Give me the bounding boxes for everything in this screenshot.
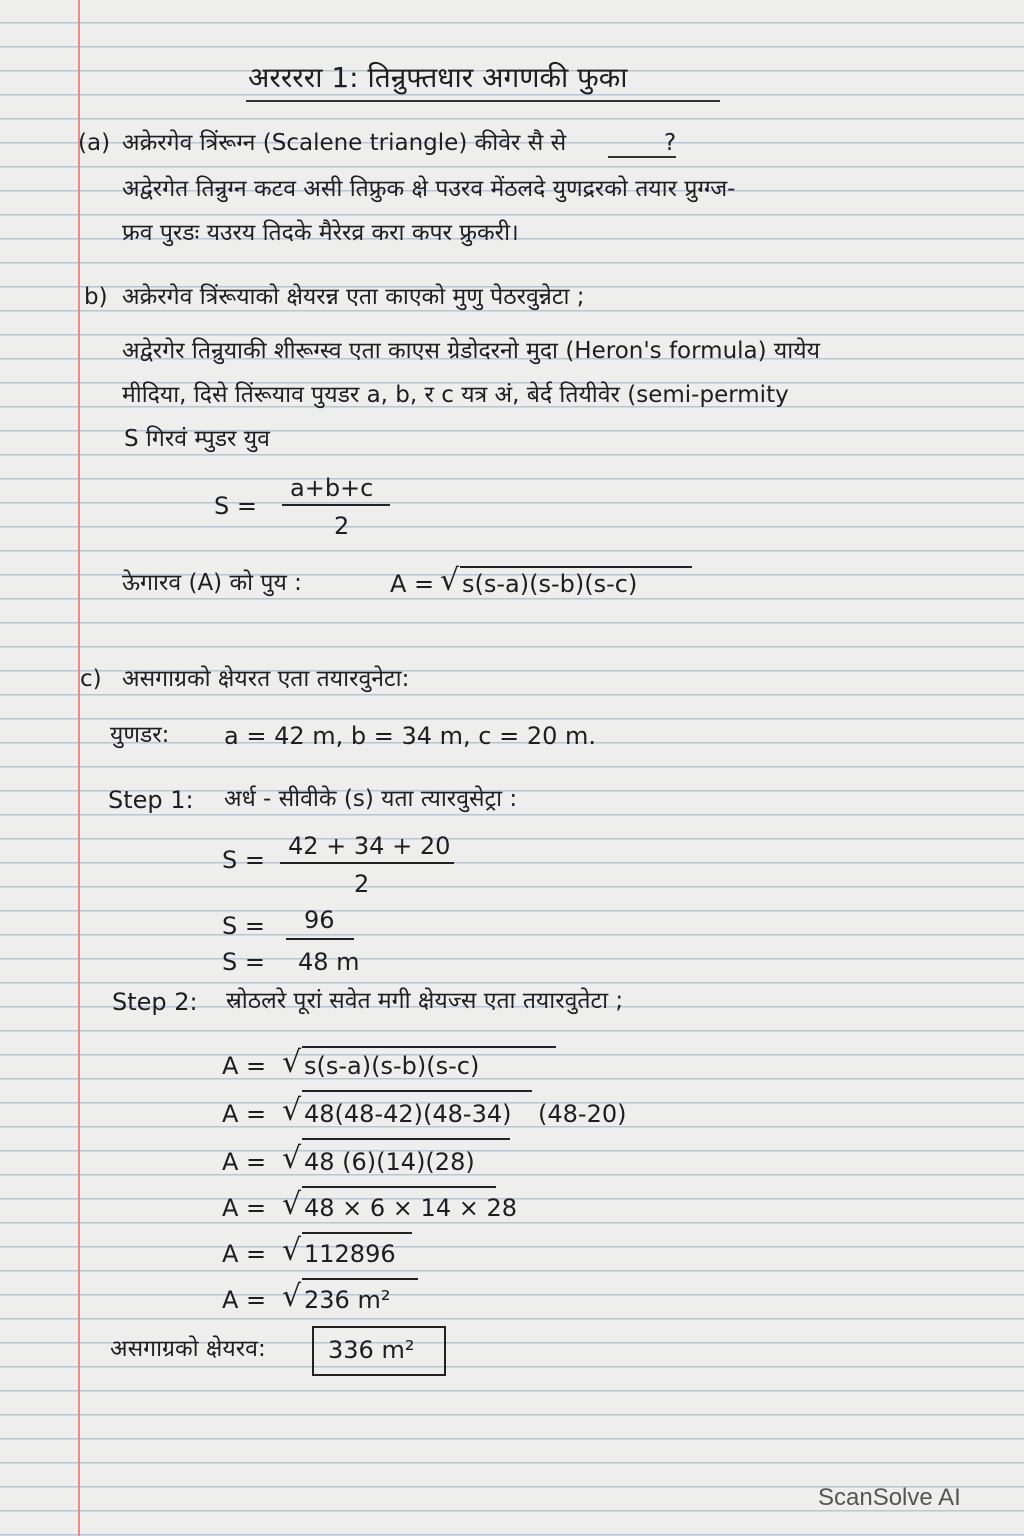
answer-label: असगाग्रको क्षेयरव: (110, 1336, 266, 1362)
part-a-question: अक्रेरगेव त्रिंरूग्न (Scalene triangle) कीवेर सै से (122, 130, 567, 156)
given-label: युणडर: (110, 722, 170, 748)
s-step-denominator: 2 (354, 870, 370, 898)
calc-lhs: A = (222, 1240, 267, 1268)
calc-radicand: 48 (6)(14)(28) (304, 1148, 475, 1176)
calc-lhs: A = (222, 1100, 267, 1128)
radical-sign: √ (282, 1233, 302, 1268)
s-sum-value: 96 (304, 906, 335, 934)
calc-radicand: s(s-a)(s-b)(s-c) (304, 1052, 480, 1080)
formula-s-lhs: S = (214, 492, 257, 520)
calc-radicand: 112896 (304, 1240, 396, 1268)
radical-sign: √ (282, 1045, 302, 1080)
part-b-line-2: मीदिया, दिसे तिंरूयाव पुयडर a, b, र c यत्र अं, बेर्द तियीवेर (semi-permity (122, 382, 789, 408)
margin-line (78, 0, 80, 1536)
part-a-answer-line-2: फ्रव पुरडः यउरय तिदके मैरेरव्र करा कपर फ्रुकरी। (122, 220, 519, 246)
radical-bar (302, 1138, 510, 1140)
s-sum-lhs: S = (222, 912, 265, 940)
radical-sign: √ (282, 1279, 302, 1314)
part-b-label: b) (84, 284, 108, 310)
fraction-bar (280, 862, 454, 864)
radical-bar (302, 1278, 418, 1280)
part-a-answer-line-1: अद्वेरगेत तिन्रुग्न कटव असी तिफ्रुक क्षे पउरव मेंठलदे युणद्ररको तयार प्रुग्ग्ज- (122, 176, 736, 202)
radical-bar (302, 1186, 496, 1188)
step-2-text: स्रोठलरे पूरां सवेत मगी क्षेयज्स एता तयारवुतेटा ; (226, 988, 624, 1014)
radical-sign: √ (282, 1187, 302, 1222)
fraction-bar (286, 938, 354, 940)
part-a-label: (a) (78, 130, 111, 156)
area-formula-radicand: s(s-a)(s-b)(s-c) (462, 570, 638, 598)
radical-bar (302, 1046, 556, 1048)
part-c-heading: असगाग्रको क्षेयरत एता तयारवुनेटा: (122, 666, 410, 692)
radical-sign: √ (282, 1093, 302, 1128)
step-1-label: Step 1: (108, 786, 194, 814)
part-b-heading: अक्रेरगेव त्रिंरूयाको क्षेयरन्न एता काएको मुणु पेठरवुन्नेटा ; (122, 284, 585, 310)
radical-bar (302, 1232, 412, 1234)
formula-s-denominator: 2 (334, 512, 350, 540)
page-title: अररररा 1: तिन्रुफ्तधार अगणकी फुका (248, 61, 628, 94)
radical-bar (460, 566, 692, 568)
radical-sign: √ (440, 563, 460, 598)
step-1-text: अर्ध - सीवीके (s) यता त्यारवुसेट्रा : (224, 786, 518, 812)
step-2-label: Step 2: (112, 988, 198, 1016)
calc-lhs: A = (222, 1286, 267, 1314)
title-underline (246, 100, 720, 102)
area-formula-lhs: A = (390, 570, 435, 598)
part-c-label: c) (80, 666, 102, 692)
question-underline (608, 156, 676, 158)
watermark: ScanSolve AI (818, 1484, 961, 1511)
calc-radicand: 236 m² (304, 1286, 391, 1314)
part-b-line-1: अद्वेरगेर तिन्रुयाकी शीरूग्स्व एता काएस ग्रेडोदरनो मुदा (Heron's formula) यायेय (122, 338, 820, 364)
s-step-numerator: 42 + 34 + 20 (288, 832, 451, 860)
area-label: ऊेगारव (A) को पुय : (122, 570, 302, 596)
formula-s-numerator: a+b+c (290, 474, 374, 502)
s-result-value: 48 m (298, 948, 360, 976)
s-result-lhs: S = (222, 948, 265, 976)
given-values: a = 42 m, b = 34 m, c = 20 m. (224, 722, 597, 750)
calc-radicand: 48 × 6 × 14 × 28 (304, 1194, 517, 1222)
part-b-line-3: S गिरवं म्पुडर युव (124, 426, 270, 452)
radical-bar (302, 1090, 532, 1092)
answer-value: 336 m² (328, 1336, 415, 1364)
s-step-lhs: S = (222, 846, 265, 874)
calc-tail: (48-20) (538, 1100, 627, 1128)
part-a-question-mark: ? (664, 130, 677, 156)
calc-lhs: A = (222, 1194, 267, 1222)
fraction-bar (282, 504, 390, 506)
calc-lhs: A = (222, 1052, 267, 1080)
calc-lhs: A = (222, 1148, 267, 1176)
radical-sign: √ (282, 1141, 302, 1176)
calc-radicand: 48(48-42)(48-34) (304, 1100, 512, 1128)
